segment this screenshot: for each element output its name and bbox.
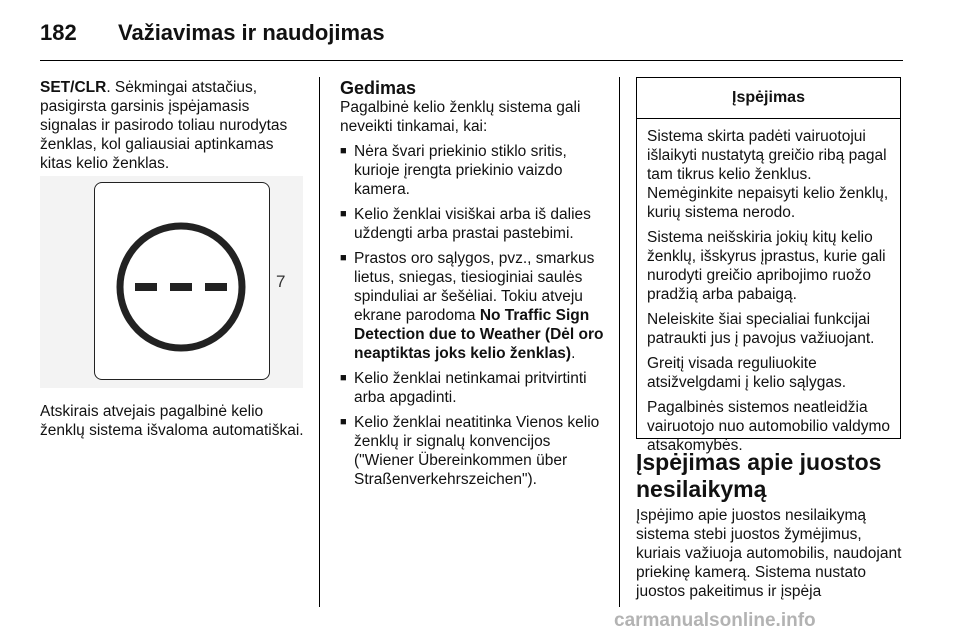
fault-intro: Pagalbinė kelio ženklų sistema gali neveikti tinkamai, kai: bbox=[340, 99, 581, 135]
lane-departure-text: Įspėjimo apie juostos nesilaikymą sistema stebi juostos žymėjimus, kuriais važiuoja automobilis, naudojant priekinę kamerą. Sistema nustato juostos pakeitimus ir įspėja bbox=[636, 507, 902, 600]
list-item: ■ Kelio ženklai visiškai arba iš dalies uždengti arba prastai pastebimi. bbox=[340, 205, 608, 243]
weather-message: No Traffic Sign Detection due to Weather (Dėl oro neaptiktas joks kelio ženklas) bbox=[354, 307, 604, 362]
figure-sign bbox=[40, 176, 303, 388]
column-divider-left bbox=[319, 77, 320, 607]
watermark: carmanualsonline.info bbox=[614, 610, 816, 631]
warning-box bbox=[636, 77, 901, 454]
intro-paragraph: SET/CLR. Sėkmingai atstačius, pasigirsta garsinis įspėjamasis signalas ir pasirodo toliau nurodytas ženklas, kol galiausiai aptinkamas kitas kelio ženklas. bbox=[40, 79, 288, 172]
warning-paragraph: Greitį visada reguliuokite atsižvelgdami į kelio sąlygas. bbox=[647, 355, 847, 391]
warning-paragraph: Sistema neišskiria jokių kitų kelio ženklų, išskyrus įprastus, kurie gali nurodyti greičio apribojimo ruožo pradžią arba pabaigą. bbox=[647, 229, 886, 303]
list-item: ■ Kelio ženklai netinkamai pritvirtinti arba apgadinti. bbox=[340, 369, 608, 407]
warning-paragraph: Pagalbinės sistemos neatleidžia vairuotojo nuo automobilio valdymo atsakomybės. bbox=[647, 399, 890, 454]
column-divider-right bbox=[619, 77, 620, 607]
chapter-title: Važiavimas ir naudojimas bbox=[118, 20, 385, 45]
middle-column bbox=[340, 78, 608, 495]
display-frame bbox=[94, 182, 270, 380]
page-number: 182 bbox=[40, 20, 77, 45]
list-item: ■ Kelio ženklai neatitinka Vienos kelio ženklų ir signalų konvencijos ("Wiener Übereinkommen über Straßenverkehrszeichen"). bbox=[340, 413, 608, 489]
fault-list bbox=[340, 142, 608, 489]
auto-clear-paragraph: Atskirais atvejais pagalbinė kelio ženklų sistema išvaloma automatiškai. bbox=[40, 403, 304, 439]
page-header bbox=[40, 14, 920, 54]
section-title-fault: Gedimas bbox=[340, 78, 417, 98]
list-item: ■ Nėra švari priekinio stiklo sritis, kurioje įrengta priekinio vaizdo kamera. bbox=[340, 142, 608, 199]
set-clr-label: SET/CLR bbox=[40, 79, 107, 96]
left-column bbox=[40, 78, 308, 183]
warning-body bbox=[637, 119, 900, 469]
end-of-restrictions-sign-icon bbox=[95, 183, 268, 378]
section-title-lane-departure: Įspėjimas apie juostos nesilaikymą bbox=[636, 449, 882, 502]
warning-paragraph: Sistema skirta padėti vairuotojui išlaikyti nustatytą greičio ribą pagal tam tikrus kelio ženklus. Nemėginkite nepaisyti kelio ženklų, kurių sistema nerodo. bbox=[647, 128, 889, 221]
warning-title: Įspėjimas bbox=[637, 78, 900, 119]
header-divider bbox=[40, 60, 903, 61]
list-item: ■ Prastos oro sąlygos, pvz., smarkus lietus, sniegas, tiesioginiai saulės spinduliai ar šešėliai. Tokiu atveju ekrane parodoma No Traffic Sign Detection due to Weather (Dėl oro neaptiktas joks kelio ženklas). bbox=[340, 249, 608, 363]
warning-paragraph: Neleiskite šiai specialiai funkcijai patraukti jus į pavojus važiuojant. bbox=[647, 311, 875, 347]
figure-code: 7 bbox=[276, 272, 286, 291]
left-column-bottom bbox=[40, 402, 308, 450]
